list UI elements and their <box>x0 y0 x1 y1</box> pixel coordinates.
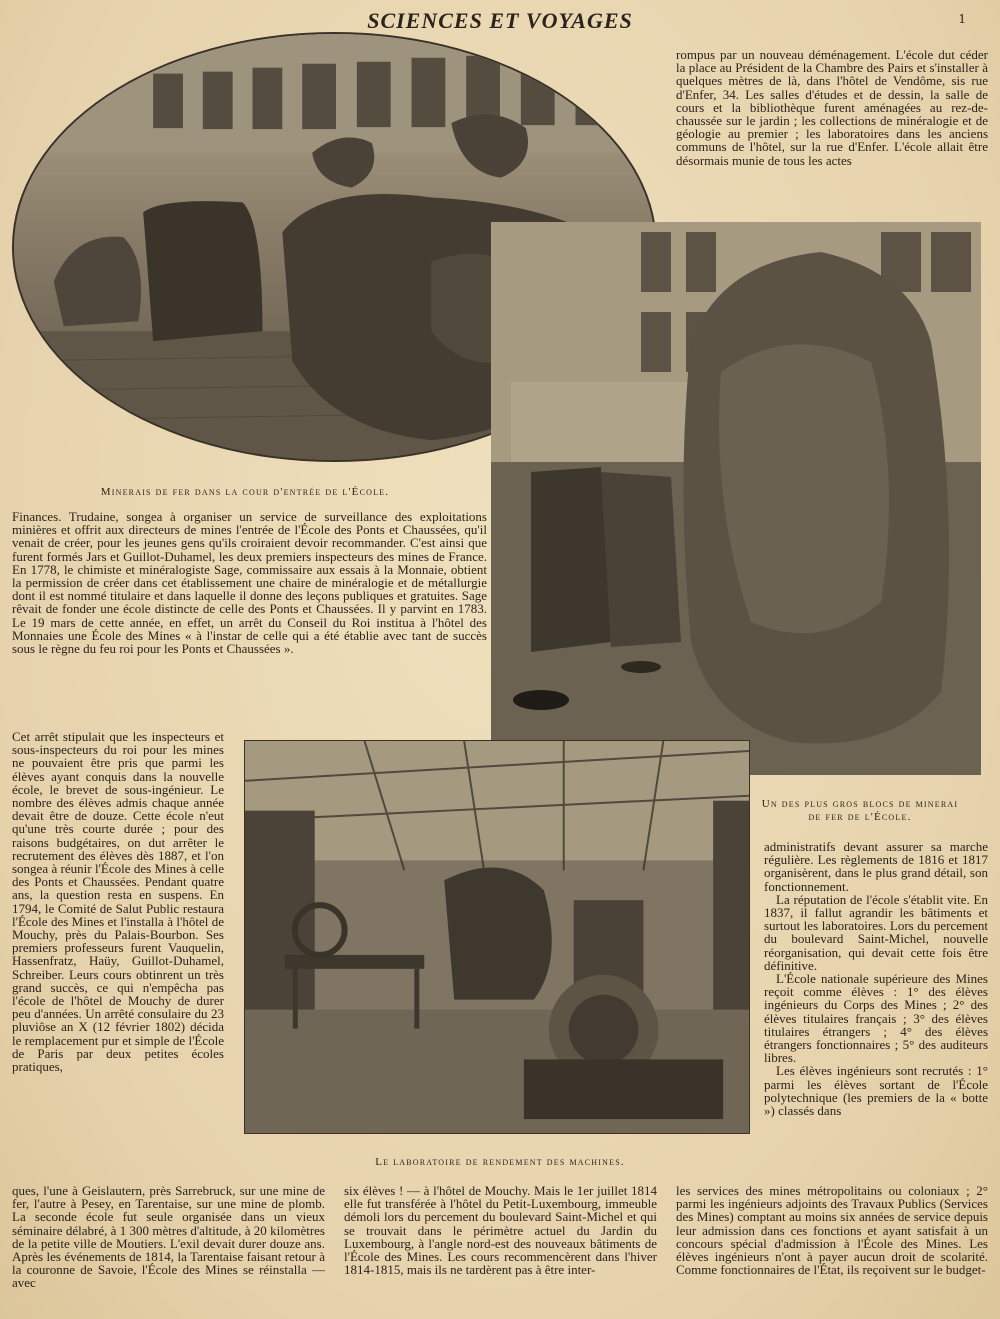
lab-machines-photo <box>244 740 750 1134</box>
text-left-upper: Finances. Trudaine, songea à organiser un service de surveillance des exploitations minières et offrit aux directeurs de mines l'entrée de l'École des Ponts et Chaussées, qu'il venait de créer, pour les jeunes gens qu'ils croiraient devoir recommander. C'est ainsi que furent formés Jars et Guillot-Duhamel, les deux premiers inspecteurs des mines de France. En 1778, le chimiste et minéralogiste Sage, commissaire aux essais à la Monnaie, obtient la permission de créer dans cet établissement une chaire de minéralogie et de métallurgie dont il est nommé titulaire et dans laquelle il donne des leçons publiques et gratuites. Sage rêvait de fonder une école distincte de celle des Ponts et Chaussées. Il y parvint en 1783. Le 19 mars de cette année, en effet, un arrêt du Conseil du Roi institua à l'hôtel des Monnaies une École des Mines « à l'instar de celle qui a été établie avec tant de succès sous le règne du feu roi pour les Ponts et Chaussées ». <box>12 510 487 657</box>
page-mark: 1 <box>958 12 966 26</box>
iron-block-photo <box>491 222 981 775</box>
caption-iron-block: Un des plus gros blocs de minerai de fer de l'École. <box>761 798 959 823</box>
page-header-title: SCIENCES ET VOYAGES <box>367 8 633 33</box>
text-right-bottom: les services des mines métropolitains ou coloniaux ; 2° parmi les ingénieurs adjoints des Travaux Publics (Services des Mines) comptant au moins six années de service depuis leur admission dans ces fonctions et ayant satisfait à un concours spécial d'admission à l'École des Mines. Les élèves ingénieurs n'ont à payer aucun droit de scolarité. Comme fonctionnaires de l'État, ils reçoivent sur le budget- <box>676 1184 988 1278</box>
text-top-right: rompus par un nouveau déménagement. L'école dut céder la place au Président de la Chambre des Pairs et s'installer à quelques mètres de là, dans l'hôtel de Vendôme, sis rue d'Enfer, 34. Les salles d'études et de dessin, la salle de cours et la bibliothèque furent aménagées au rez-de-chaussée sur le jardin ; les collections de minéralogie et de géologie au premier ; les laboratoires dans les anciens communs de l'hôtel, sur la rue d'Enfer. L'école allait être désormais munie de tous les actes <box>676 48 988 168</box>
caption-courtyard: Minerais de fer dans la cour d'entrée de l'École. <box>100 486 390 498</box>
text-middle-bottom: six élèves ! — à l'hôtel de Mouchy. Mais le 1er juillet 1814 elle fut transférée à l'hôtel du Petit-Luxembourg, immeuble démoli lors du percement du boulevard Saint-Michel et qui se trouvait dans le périmètre actuel du Jardin du Luxembourg, à l'angle nord-est des nouveaux bâtiments de l'École des Mines. Les cours recommencèrent dans l'hiver 1814-1815, mais ils ne tardèrent pas à être inter- <box>344 1184 657 1278</box>
text-right-mid: administratifs devant assurer sa marche régulière. Les règlements de 1816 et 1817 organisèrent, dans le plus grand détail, son fonctionnement. La réputation de l'école s'établit vite. En 1837, il fallut agrandir les bâtiments et surtout les laboratoires. Lors du percement du boulevard Saint-Michel, nouvelle réorganisation, qui devait cette fois être définitive. L'École nationale supérieure des Mines reçoit comme élèves : 1° des élèves ingénieurs du Corps des Mines ; 2° des élèves titulaires français ; 3° des élèves titulaires étrangers ; 4° des élèves étrangers fonctionnaires ; 5° des auditeurs libres. Les élèves ingénieurs sont recrutés : 1° parmi les élèves sortant de l'École polytechnique (les premiers de la « botte ») classés dans <box>764 840 988 1119</box>
text-left-bottom: ques, l'une à Geislautern, près Sarrebruck, sur une mine de fer, l'autre à Pesey, en Tarentaise, sur une mine de plomb. La seconde école fut seule organisée dans un vieux séminaire délabré, à 1 300 mètres d'altitude, à 20 kilomètres de la petite ville de Moutiers. L'exil devait durer douze ans. Après les événements de 1814, la Tarentaise faisant retour à la couronne de Savoie, l'École des Mines se réinstalla — avec <box>12 1184 325 1291</box>
text-left-narrow: Cet arrêt stipulait que les inspecteurs et sous-inspecteurs du roi pour les mines ne pouvaient être pris que parmi les élèves ayant conquis dans la nouvelle école, le brevet de sous-ingénieur. Le nombre des élèves admis chaque année devait être de douze. Cette école n'eut qu'une très courte durée ; pour des raisons budgétaires, on dut arrêter le recrutement des élèves dès 1887, et l'on songea à réunir l'École des Mines à celle des Ponts et Chaussées. Pendant quatre ans, la question resta en suspens. En 1794, le Comité de Salut Public restaura l'École des Mines et l'installa à l'hôtel de Mouchy, près du Palais-Bourbon. Ses premiers professeurs furent Vauquelin, Hassenfratz, Haüy, Guillot-Duhamel, Schreiber. Leurs cours obtinrent un très grand succès, ce qui n'empêcha pas l'école de l'hôtel de Mouchy de durer peu d'années. Un arrêté consulaire du 23 pluviôse an X (12 février 1802) décida le remplacement pur et simple de l'École de Paris par deux petites écoles pratiques, <box>12 730 224 1075</box>
caption-lab: Le laboratoire de rendement des machines. <box>375 1156 625 1168</box>
